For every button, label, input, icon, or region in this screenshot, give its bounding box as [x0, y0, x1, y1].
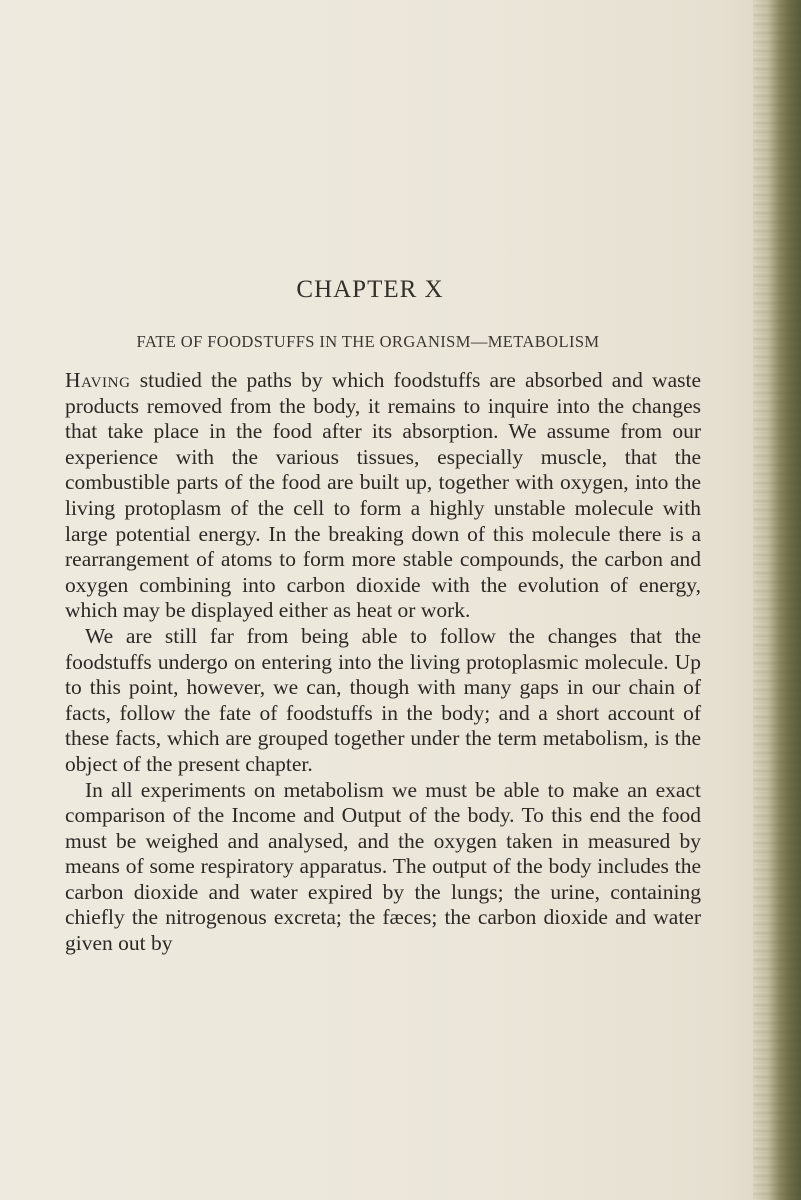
- body-text: [65, 368, 701, 957]
- paragraph-3: In all experiments on metabolism we must be able to make an exact comparison of the Income and Output of the body. To this end the food must be weighed and analysed, and the oxygen taken in measured by means of some respiratory apparatus. The output of the body includes the carbon dioxide and water expired by the lungs; the urine, containing chiefly the nitrogenous excreta; the fæces; the carbon dioxide and water given out by: [65, 777, 701, 956]
- paragraph-2: We are still far from being able to follow the changes that the foodstuffs undergo on entering into the living protoplasmic molecule. Up to this point, however, we can, though with many gaps in our chain of facts, follow the fate of foodstuffs in the body; and a short account of these facts, which are grouped together under the term metabolism, is the object of the present chapter.: [65, 623, 701, 776]
- page-edge-shadow: [753, 0, 801, 1200]
- paragraph-1: [65, 368, 701, 624]
- paragraph-1-text: studied the paths by which foodstuffs are absorbed and waste products removed from the body, it remains to inquire into the changes that take place in the food after its absorption. We assume from our experience with the various tissues, especially muscle, that the combustible parts of the food are built up, together with oxygen, into the living protoplasm of the cell to form a highly unstable molecule with large potential energy. In the breaking down of this molecule there is a rearrangement of atoms to form more stable compounds, the carbon and oxygen combining into carbon dioxide with the evolution of energy, which may be displayed either as heat or work.: [65, 368, 701, 623]
- chapter-heading: CHAPTER X: [296, 276, 444, 303]
- paragraph-lead-word: Having: [65, 368, 131, 392]
- chapter-subtitle: FATE OF FOODSTUFFS IN THE ORGANISM—METABOLISM: [136, 332, 600, 351]
